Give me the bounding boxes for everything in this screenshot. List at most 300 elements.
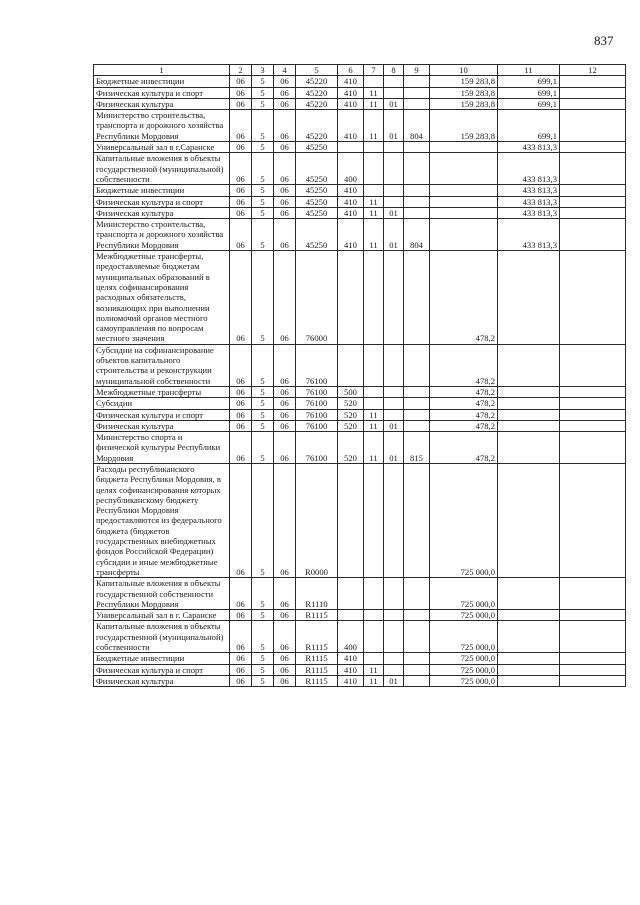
col-9-cell: [404, 153, 430, 185]
col-2-cell: 06: [230, 110, 252, 142]
col-7-cell: [364, 153, 384, 185]
col-2-cell: 06: [230, 219, 252, 251]
col-7-cell: [364, 142, 384, 153]
col-12-cell: [560, 621, 626, 653]
col-5-cell: R1115: [296, 653, 338, 664]
col-3-cell: 5: [252, 98, 274, 109]
col-9-cell: [404, 398, 430, 409]
col-6-cell: 500: [338, 386, 364, 397]
col-6-cell: 400: [338, 621, 364, 653]
col-6-cell: [338, 463, 364, 577]
col-9-cell: [404, 653, 430, 664]
table-row: [94, 610, 626, 621]
col-4-cell: 06: [274, 386, 296, 397]
row-name-cell: Универсальный зал в г.Саранске: [94, 142, 230, 153]
col-9-cell: [404, 76, 430, 87]
col-4-cell: 06: [274, 196, 296, 207]
col-2-cell: 06: [230, 463, 252, 577]
col-2-cell: 06: [230, 76, 252, 87]
col-5-cell: R1115: [296, 675, 338, 686]
col-4-cell: 06: [274, 98, 296, 109]
col-2-cell: 06: [230, 185, 252, 196]
column-header: 6: [338, 65, 364, 76]
col-12-cell: [560, 420, 626, 431]
col-6-cell: 410: [338, 219, 364, 251]
col-3-cell: 5: [252, 153, 274, 185]
col-11-cell: 699,1: [498, 98, 560, 109]
row-name-cell: Бюджетные инвестиции: [94, 185, 230, 196]
col-8-cell: 01: [384, 98, 404, 109]
row-name-cell: Министерство строительства, транспорта и дорожного хозяйства Республики Мордовия: [94, 110, 230, 142]
col-3-cell: 5: [252, 675, 274, 686]
row-name-cell: Бюджетные инвестиции: [94, 653, 230, 664]
col-8-cell: [384, 386, 404, 397]
table-row: [94, 251, 626, 345]
row-name-cell: Субсидии: [94, 398, 230, 409]
col-10-cell: 159 283,8: [430, 98, 498, 109]
col-9-cell: [404, 578, 430, 610]
col-7-cell: [364, 398, 384, 409]
row-name-cell: Субсидии на софинансирование объектов капитального строительства и реконструкции муниципальной собственности: [94, 344, 230, 386]
col-7-cell: [364, 251, 384, 345]
header-row: [94, 65, 626, 76]
col-12-cell: [560, 196, 626, 207]
col-3-cell: 5: [252, 251, 274, 345]
col-8-cell: 01: [384, 207, 404, 218]
table-row: [94, 142, 626, 153]
col-10-cell: 725 000,0: [430, 621, 498, 653]
col-4-cell: 06: [274, 675, 296, 686]
col-3-cell: 5: [252, 207, 274, 218]
table-row: [94, 87, 626, 98]
col-9-cell: [404, 621, 430, 653]
col-7-cell: [364, 653, 384, 664]
col-3-cell: 5: [252, 653, 274, 664]
col-12-cell: [560, 251, 626, 345]
row-name-cell: Капитальные вложения в объекты государственной (муниципальной) собственности: [94, 621, 230, 653]
col-4-cell: 06: [274, 110, 296, 142]
col-5-cell: 45220: [296, 76, 338, 87]
row-name-cell: Физическая культура: [94, 207, 230, 218]
col-8-cell: [384, 185, 404, 196]
col-3-cell: 5: [252, 610, 274, 621]
col-9-cell: [404, 610, 430, 621]
column-header: 10: [430, 65, 498, 76]
col-10-cell: 725 000,0: [430, 610, 498, 621]
col-8-cell: [384, 610, 404, 621]
column-header: 7: [364, 65, 384, 76]
col-10-cell: 478,2: [430, 386, 498, 397]
col-9-cell: [404, 664, 430, 675]
table-row: [94, 578, 626, 610]
col-11-cell: [498, 610, 560, 621]
col-12-cell: [560, 675, 626, 686]
col-8-cell: 01: [384, 420, 404, 431]
col-5-cell: 45220: [296, 87, 338, 98]
row-name-cell: Капитальные вложения в объекты государственной собственности Республики Мордовия: [94, 578, 230, 610]
col-7-cell: 11: [364, 420, 384, 431]
col-12-cell: [560, 76, 626, 87]
col-4-cell: 06: [274, 153, 296, 185]
col-11-cell: 433 813,3: [498, 207, 560, 218]
col-11-cell: [498, 420, 560, 431]
column-header: 3: [252, 65, 274, 76]
col-4-cell: 06: [274, 463, 296, 577]
col-5-cell: 45250: [296, 207, 338, 218]
col-6-cell: 410: [338, 196, 364, 207]
col-4-cell: 06: [274, 409, 296, 420]
col-4-cell: 06: [274, 420, 296, 431]
col-11-cell: 433 813,3: [498, 153, 560, 185]
col-10-cell: 725 000,0: [430, 463, 498, 577]
col-10-cell: 478,2: [430, 398, 498, 409]
col-9-cell: [404, 98, 430, 109]
col-11-cell: [498, 675, 560, 686]
col-3-cell: 5: [252, 185, 274, 196]
col-5-cell: 76000: [296, 251, 338, 345]
col-5-cell: 76100: [296, 386, 338, 397]
col-11-cell: [498, 432, 560, 464]
col-11-cell: 699,1: [498, 87, 560, 98]
col-7-cell: 11: [364, 87, 384, 98]
col-6-cell: 410: [338, 87, 364, 98]
col-5-cell: 45220: [296, 98, 338, 109]
table-row: [94, 185, 626, 196]
col-8-cell: [384, 578, 404, 610]
col-12-cell: [560, 98, 626, 109]
col-9-cell: [404, 386, 430, 397]
col-2-cell: 06: [230, 251, 252, 345]
row-name-cell: Физическая культура: [94, 420, 230, 431]
table-row: [94, 398, 626, 409]
col-10-cell: 159 283,8: [430, 87, 498, 98]
col-10-cell: 725 000,0: [430, 578, 498, 610]
table-row: [94, 675, 626, 686]
col-2-cell: 06: [230, 398, 252, 409]
col-7-cell: 11: [364, 196, 384, 207]
col-5-cell: R1115: [296, 610, 338, 621]
col-7-cell: [364, 621, 384, 653]
col-5-cell: 45250: [296, 185, 338, 196]
col-2-cell: 06: [230, 578, 252, 610]
table-row: [94, 409, 626, 420]
col-11-cell: [498, 251, 560, 345]
col-8-cell: [384, 409, 404, 420]
table-row: [94, 463, 626, 577]
col-11-cell: [498, 398, 560, 409]
col-6-cell: 520: [338, 432, 364, 464]
col-9-cell: [404, 196, 430, 207]
col-11-cell: [498, 344, 560, 386]
col-2-cell: 06: [230, 87, 252, 98]
col-12-cell: [560, 386, 626, 397]
table-row: [94, 219, 626, 251]
column-header: 8: [384, 65, 404, 76]
col-11-cell: [498, 463, 560, 577]
col-12-cell: [560, 219, 626, 251]
column-header: 4: [274, 65, 296, 76]
col-11-cell: 433 813,3: [498, 185, 560, 196]
col-5-cell: 45250: [296, 142, 338, 153]
col-10-cell: 478,2: [430, 432, 498, 464]
col-3-cell: 5: [252, 196, 274, 207]
col-12-cell: [560, 142, 626, 153]
col-3-cell: 5: [252, 386, 274, 397]
col-11-cell: [498, 664, 560, 675]
col-5-cell: 76100: [296, 432, 338, 464]
col-11-cell: [498, 578, 560, 610]
row-name-cell: Капитальные вложения в объекты государственной (муниципальной) собственности: [94, 153, 230, 185]
col-12-cell: [560, 153, 626, 185]
col-9-cell: [404, 142, 430, 153]
col-2-cell: 06: [230, 675, 252, 686]
col-9-cell: 815: [404, 432, 430, 464]
col-4-cell: 06: [274, 398, 296, 409]
col-6-cell: 410: [338, 675, 364, 686]
col-4-cell: 06: [274, 664, 296, 675]
col-6-cell: 410: [338, 653, 364, 664]
col-9-cell: 804: [404, 219, 430, 251]
col-11-cell: [498, 386, 560, 397]
col-4-cell: 06: [274, 432, 296, 464]
col-10-cell: [430, 196, 498, 207]
col-8-cell: [384, 142, 404, 153]
col-10-cell: [430, 207, 498, 218]
col-2-cell: 06: [230, 207, 252, 218]
row-name-cell: Универсальный зал в г. Саранске: [94, 610, 230, 621]
col-10-cell: 478,2: [430, 251, 498, 345]
column-header: 11: [498, 65, 560, 76]
col-3-cell: 5: [252, 463, 274, 577]
col-7-cell: [364, 610, 384, 621]
col-11-cell: 433 813,3: [498, 196, 560, 207]
col-7-cell: 11: [364, 432, 384, 464]
col-8-cell: 01: [384, 219, 404, 251]
col-5-cell: R1110: [296, 578, 338, 610]
col-3-cell: 5: [252, 621, 274, 653]
col-3-cell: 5: [252, 87, 274, 98]
col-7-cell: 11: [364, 409, 384, 420]
col-4-cell: 06: [274, 219, 296, 251]
col-8-cell: [384, 153, 404, 185]
col-5-cell: 45250: [296, 196, 338, 207]
col-8-cell: [384, 76, 404, 87]
col-2-cell: 06: [230, 142, 252, 153]
col-6-cell: 520: [338, 409, 364, 420]
col-8-cell: [384, 251, 404, 345]
col-12-cell: [560, 610, 626, 621]
col-5-cell: 76100: [296, 420, 338, 431]
col-5-cell: 45250: [296, 153, 338, 185]
col-7-cell: 11: [364, 110, 384, 142]
col-7-cell: [364, 185, 384, 196]
col-5-cell: 76100: [296, 409, 338, 420]
row-name-cell: Министерство спорта и физической культуры Республики Мордовия: [94, 432, 230, 464]
row-name-cell: Физическая культура: [94, 98, 230, 109]
col-10-cell: [430, 185, 498, 196]
col-12-cell: [560, 87, 626, 98]
col-3-cell: 5: [252, 344, 274, 386]
col-6-cell: 520: [338, 420, 364, 431]
col-4-cell: 06: [274, 653, 296, 664]
col-11-cell: [498, 621, 560, 653]
col-4-cell: 06: [274, 207, 296, 218]
row-name-cell: Физическая культура и спорт: [94, 87, 230, 98]
col-2-cell: 06: [230, 153, 252, 185]
col-3-cell: 5: [252, 664, 274, 675]
col-7-cell: [364, 578, 384, 610]
col-4-cell: 06: [274, 87, 296, 98]
table-row: [94, 207, 626, 218]
col-2-cell: 06: [230, 653, 252, 664]
col-9-cell: 804: [404, 110, 430, 142]
col-9-cell: [404, 251, 430, 345]
col-11-cell: 433 813,3: [498, 219, 560, 251]
col-3-cell: 5: [252, 219, 274, 251]
col-10-cell: [430, 142, 498, 153]
col-5-cell: R0000: [296, 463, 338, 577]
col-7-cell: 11: [364, 675, 384, 686]
table-row: [94, 420, 626, 431]
row-name-cell: Расходы республиканского бюджета Республики Мордовия, в целях софинансирования которых республиканскому бюджету Республики Мордовия предоставляются из федерального бюджета (бюджетов государственных внебюджетных фондов Российской Федерации) субсидии и иные межбюджетные трансферты: [94, 463, 230, 577]
col-3-cell: 5: [252, 398, 274, 409]
col-9-cell: [404, 463, 430, 577]
col-9-cell: [404, 675, 430, 686]
col-3-cell: 5: [252, 432, 274, 464]
col-12-cell: [560, 409, 626, 420]
col-6-cell: 400: [338, 153, 364, 185]
col-9-cell: [404, 87, 430, 98]
col-12-cell: [560, 398, 626, 409]
table-row: [94, 153, 626, 185]
col-6-cell: 520: [338, 398, 364, 409]
col-9-cell: [404, 409, 430, 420]
col-6-cell: 410: [338, 185, 364, 196]
table-row: [94, 664, 626, 675]
col-7-cell: 11: [364, 219, 384, 251]
col-6-cell: 410: [338, 207, 364, 218]
col-4-cell: 06: [274, 142, 296, 153]
col-2-cell: 06: [230, 432, 252, 464]
col-6-cell: [338, 578, 364, 610]
page-number: 837: [594, 33, 614, 48]
col-12-cell: [560, 664, 626, 675]
col-2-cell: 06: [230, 98, 252, 109]
col-4-cell: 06: [274, 621, 296, 653]
col-12-cell: [560, 344, 626, 386]
col-10-cell: 725 000,0: [430, 653, 498, 664]
table-row: [94, 621, 626, 653]
col-9-cell: [404, 207, 430, 218]
col-11-cell: 433 813,3: [498, 142, 560, 153]
col-7-cell: 11: [364, 98, 384, 109]
col-11-cell: 699,1: [498, 76, 560, 87]
col-7-cell: 11: [364, 207, 384, 218]
table-row: [94, 344, 626, 386]
col-2-cell: 06: [230, 409, 252, 420]
col-2-cell: 06: [230, 344, 252, 386]
col-8-cell: 01: [384, 675, 404, 686]
col-11-cell: [498, 653, 560, 664]
col-3-cell: 5: [252, 76, 274, 87]
col-2-cell: 06: [230, 621, 252, 653]
col-12-cell: [560, 207, 626, 218]
row-name-cell: Межбюджетные трансферты, предоставляемые бюджетам муниципальных образований в целях софинансирования расходных обязательств, возникающих при выполнении полномочий органов местного самоуправления по вопросам местного значения: [94, 251, 230, 345]
col-10-cell: 725 000,0: [430, 664, 498, 675]
col-5-cell: 45220: [296, 110, 338, 142]
col-8-cell: [384, 653, 404, 664]
col-12-cell: [560, 432, 626, 464]
row-name-cell: Физическая культура и спорт: [94, 409, 230, 420]
col-4-cell: 06: [274, 185, 296, 196]
col-6-cell: [338, 344, 364, 386]
col-6-cell: 410: [338, 664, 364, 675]
col-8-cell: [384, 196, 404, 207]
col-10-cell: 478,2: [430, 344, 498, 386]
col-3-cell: 5: [252, 409, 274, 420]
row-name-cell: Физическая культура: [94, 675, 230, 686]
col-10-cell: 478,2: [430, 420, 498, 431]
col-6-cell: [338, 142, 364, 153]
col-9-cell: [404, 420, 430, 431]
col-3-cell: 5: [252, 578, 274, 610]
table-row: [94, 98, 626, 109]
table-row: [94, 110, 626, 142]
col-7-cell: [364, 76, 384, 87]
col-6-cell: 410: [338, 98, 364, 109]
col-4-cell: 06: [274, 344, 296, 386]
col-5-cell: R1115: [296, 664, 338, 675]
table-row: [94, 196, 626, 207]
col-7-cell: [364, 463, 384, 577]
col-3-cell: 5: [252, 420, 274, 431]
col-12-cell: [560, 578, 626, 610]
row-name-cell: Физическая культура и спорт: [94, 196, 230, 207]
col-11-cell: 699,1: [498, 110, 560, 142]
col-2-cell: 06: [230, 664, 252, 675]
col-7-cell: 11: [364, 664, 384, 675]
col-6-cell: [338, 251, 364, 345]
col-10-cell: 725 000,0: [430, 675, 498, 686]
col-8-cell: [384, 463, 404, 577]
col-4-cell: 06: [274, 578, 296, 610]
col-2-cell: 06: [230, 420, 252, 431]
column-header: 5: [296, 65, 338, 76]
col-12-cell: [560, 185, 626, 196]
col-5-cell: 76100: [296, 398, 338, 409]
row-name-cell: Межбюджетные трансферты: [94, 386, 230, 397]
row-name-cell: Министерство строительства, транспорта и дорожного хозяйства Республики Мордовия: [94, 219, 230, 251]
col-6-cell: 410: [338, 76, 364, 87]
col-10-cell: [430, 153, 498, 185]
table-row: [94, 653, 626, 664]
col-8-cell: 01: [384, 110, 404, 142]
col-8-cell: 01: [384, 432, 404, 464]
column-header: 1: [94, 65, 230, 76]
col-10-cell: 478,2: [430, 409, 498, 420]
col-7-cell: [364, 386, 384, 397]
col-2-cell: 06: [230, 196, 252, 207]
column-header: 12: [560, 65, 626, 76]
column-header: 9: [404, 65, 430, 76]
col-10-cell: [430, 219, 498, 251]
col-12-cell: [560, 463, 626, 577]
col-10-cell: 159 283,8: [430, 76, 498, 87]
budget-table: [93, 64, 626, 687]
col-12-cell: [560, 110, 626, 142]
col-4-cell: 06: [274, 76, 296, 87]
col-5-cell: R1115: [296, 621, 338, 653]
